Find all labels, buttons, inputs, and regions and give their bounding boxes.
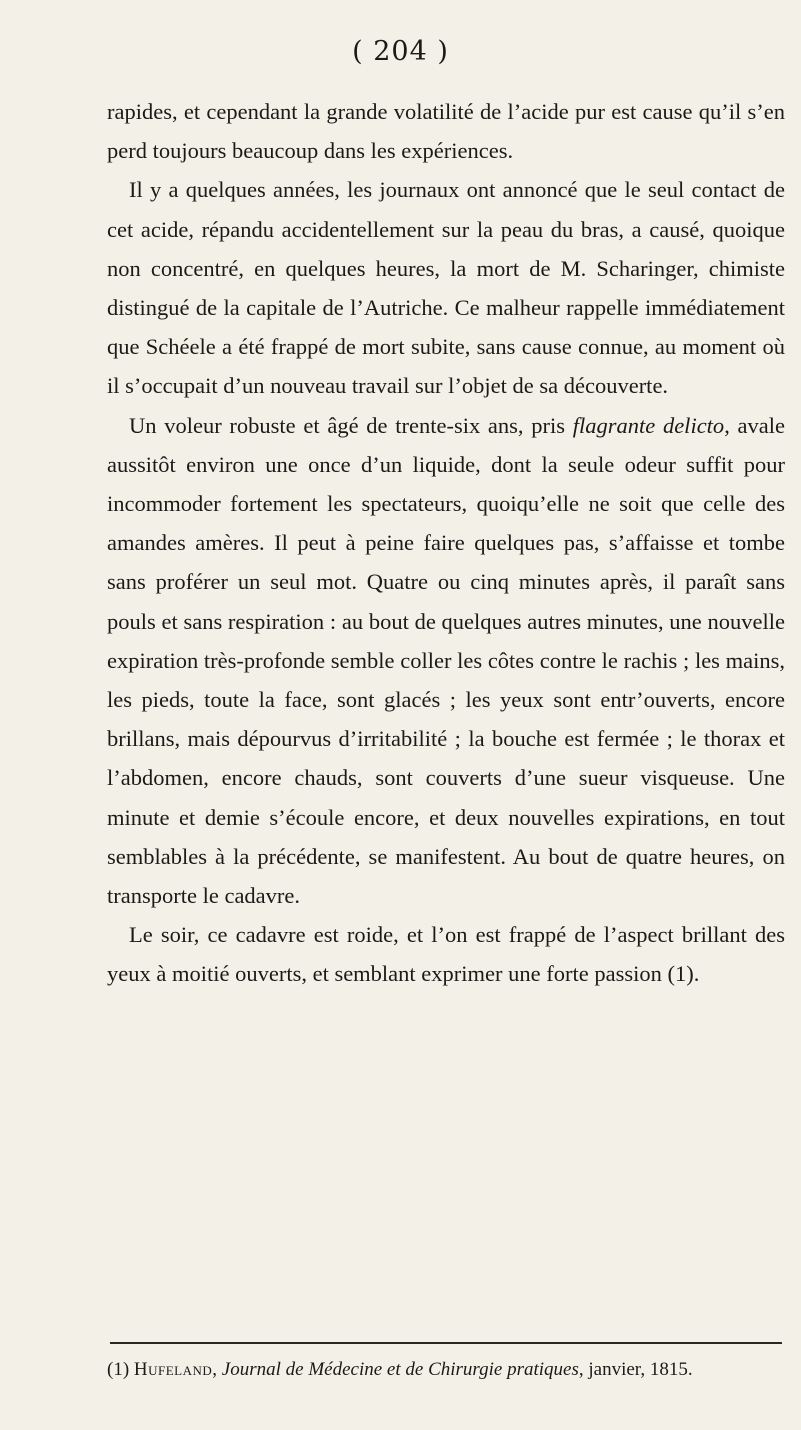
footnote-divider: [110, 1342, 782, 1344]
footnote: [107, 1355, 785, 1384]
latin-phrase: flagrante delicto: [572, 412, 725, 438]
footnote-marker: (1): [107, 1359, 130, 1380]
paragraph-4: Le soir, ce cadavre est roide, et l’on est frappé de l’aspect brillant des yeux à moitié ouverts, et semblant exprimer une forte passion (1).: [107, 922, 785, 987]
body-text: [107, 92, 785, 994]
footnote-title: Journal de Médecine et de Chirurgie pratiques: [221, 1359, 579, 1380]
paragraph-2: Il y a quelques années, les journaux ont annoncé que le seul contact de cet acide, répandu accidentellement sur la peau du bras, a causé, quoique non concentré, en quelques heures, la mort de M. Scharinger, chimiste distingué de la capitale de l’Autriche. Ce malheur rappelle immédiatement que Schéele a été frappé de mort subite, sans cause connue, au moment où il s’occupait d’un nouveau travail sur l’objet de sa découverte.: [107, 177, 785, 399]
footnote-sep: ,: [212, 1359, 218, 1380]
paragraph-1: rapides, et cependant la grande volatilité de l’acide pur est cause qu’il s’en perd toujours beaucoup dans les expériences.: [107, 99, 785, 164]
footnote-date: , janvier, 1815.: [578, 1359, 693, 1380]
page-number: ( 204 ): [352, 36, 449, 67]
paragraph-3-start: Un voleur robuste et âgé de trente-six ans, pris: [129, 412, 573, 438]
paragraph-3: [107, 406, 785, 916]
footnote-author: Hufeland: [133, 1359, 213, 1380]
paragraph-3-rest: , avale aussitôt environ une once d’un liquide, dont la seule odeur suffit pour incommoder fortement les spectateurs, quoiqu’elle ne soit que celle des amandes amères. Il peut à peine faire quelques pas, s’affaisse et tombe sans proférer un seul mot. Quatre ou cinq minutes après, il paraît sans pouls et sans respiration : au bout de quelques autres minutes, une nouvelle expiration très-profonde semble coller les côtes contre le rachis ; les mains, les pieds, toute la face, sont glacés ; les yeux sont entr’ouverts, encore brillans, mais dépourvus d’irritabilité ; la bouche est fermée ; le thorax et l’abdomen, encore chauds, sont couverts d’une sueur visqueuse. Une minute et demie s’écoule encore, et deux nouvelles expirations, en tout semblables à la précédente, se manifestent. Au bout de quatre heures, on transporte le cadavre.: [107, 412, 785, 909]
